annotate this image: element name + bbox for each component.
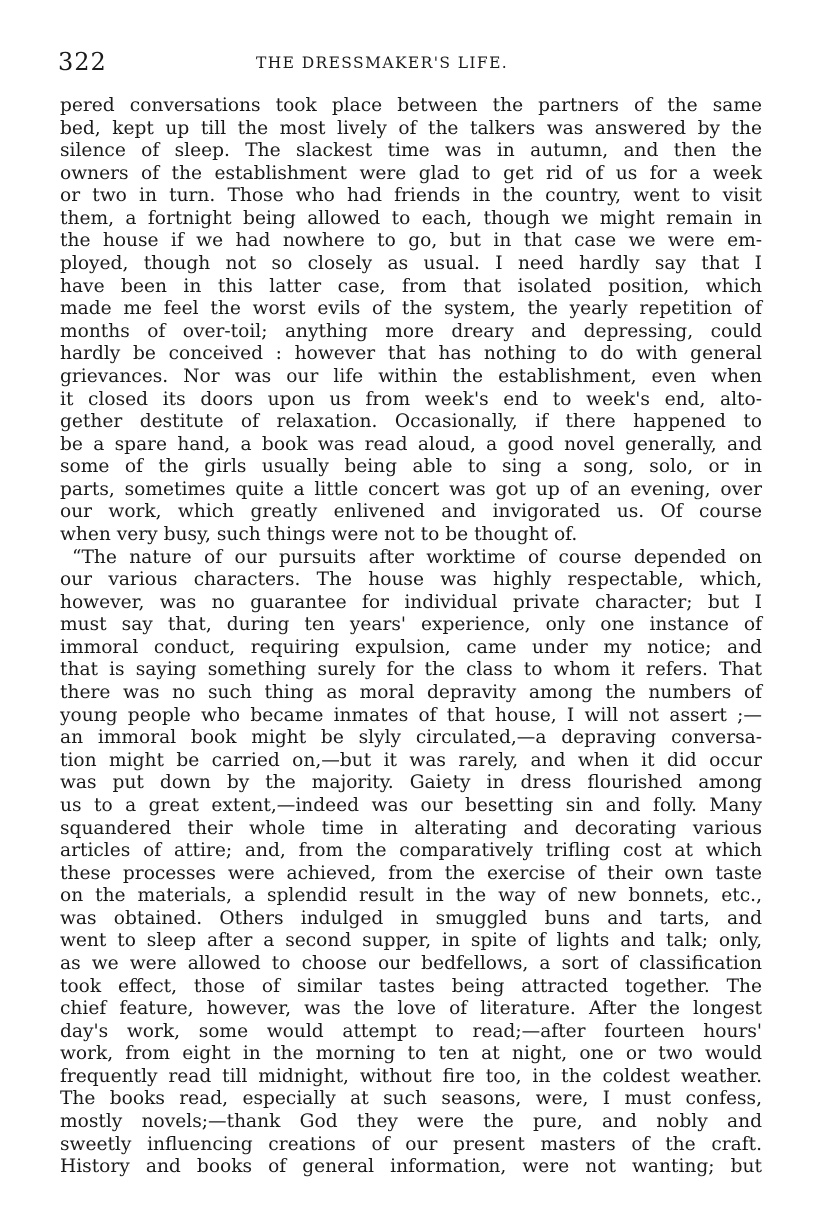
page-number: 322 xyxy=(58,48,107,76)
text-line: ployed, though not so closely as usual. I need hardly say that I xyxy=(60,253,762,275)
paragraph-end-line: when very busy, such things were not to be thought of. xyxy=(60,523,578,545)
text-line: mostly novels;—thank God they were the pure, and nobly and xyxy=(60,1111,762,1133)
text-line: History and books of general information, were not wanting; but xyxy=(60,1156,762,1178)
text-line: gether destitute of relaxation. Occasionally, if there happened to xyxy=(60,411,762,433)
text-line: bed, kept up till the most lively of the talkers was answered by the xyxy=(60,117,762,139)
text-line: took effect, those of similar tastes being attracted together. The xyxy=(60,975,762,997)
text-line: tion might be carried on,—but it was rarely, and when it did occur xyxy=(60,749,762,771)
text-line: day's work, some would attempt to read;—after fourteen hours' xyxy=(60,1020,762,1042)
text-line: articles of attire; and, from the comparatively trifling cost at which xyxy=(60,840,762,862)
text-line: an immoral book might be slyly circulated,—a depraving conversa- xyxy=(60,727,762,749)
text-line: months of over-toil; anything more dreary and depressing, could xyxy=(60,320,762,342)
text-line: our work, which greatly enlivened and invigorated us. Of course xyxy=(60,501,762,523)
text-line: as we were allowed to choose our bedfellows, a sort of classification xyxy=(60,952,762,974)
text-line: silence of sleep. The slackest time was in autumn, and then the xyxy=(60,140,762,162)
text-line: was put down by the majority. Gaiety in dress flourished among xyxy=(60,772,762,794)
text-line: however, was no guarantee for individual private character; but I xyxy=(60,591,762,613)
text-line: made me feel the worst evils of the system, the yearly repetition of xyxy=(60,298,762,320)
running-head: THE DRESSMAKER'S LIFE. xyxy=(256,54,509,72)
text-line: parts, sometimes quite a little concert was got up of an evening, over xyxy=(60,478,762,500)
text-line: work, from eight in the morning to ten at night, one or two would xyxy=(60,1043,762,1065)
page-header xyxy=(60,48,762,88)
text-line: grievances. Nor was our life within the establishment, even when xyxy=(60,365,762,387)
text-line: on the materials, a splendid result in the way of new bonnets, etc., xyxy=(60,885,762,907)
text-line: our various characters. The house was highly respectable, which, xyxy=(60,569,762,591)
text-line: frequently read till midnight, without fire too, in the coldest weather. xyxy=(60,1065,762,1087)
text-line: some of the girls usually being able to sing a song, solo, or in xyxy=(60,456,762,478)
text-line: or two in turn. Those who had friends in the country, went to visit xyxy=(60,185,762,207)
text-line: went to sleep after a second supper, in spite of lights and talk; only, xyxy=(60,930,762,952)
text-line: young people who became inmates of that house, I will not assert ;— xyxy=(60,704,762,726)
paragraph-start-line: “The nature of our pursuits after worktime of course depended on xyxy=(72,546,762,568)
text-line: us to a great extent,—indeed was our besetting sin and folly. Many xyxy=(60,794,762,816)
body-text xyxy=(60,95,762,1179)
text-line: squandered their whole time in alterating and decorating various xyxy=(60,817,762,839)
text-line: that is saying something surely for the class to whom it refers. That xyxy=(60,659,762,681)
text-line: it closed its doors upon us from week's end to week's end, alto- xyxy=(60,388,762,410)
text-line: hardly be conceived : however that has nothing to do with general xyxy=(60,343,762,365)
text-line: owners of the establishment were glad to get rid of us for a week xyxy=(60,162,762,184)
text-line: them, a fortnight being allowed to each, though we might remain in xyxy=(60,207,762,229)
text-line: sweetly influencing creations of our present masters of the craft. xyxy=(60,1133,762,1155)
text-line: these processes were achieved, from the exercise of their own taste xyxy=(60,862,762,884)
text-line: pered conversations took place between the partners of the same xyxy=(60,95,762,116)
text-line: have been in this latter case, from that isolated position, which xyxy=(60,275,762,297)
text-line: chief feature, however, was the love of literature. After the longest xyxy=(60,998,762,1020)
text-line: was obtained. Others indulged in smuggled buns and tarts, and xyxy=(60,907,762,929)
text-line: there was no such thing as moral depravity among the numbers of xyxy=(60,682,762,704)
book-page xyxy=(58,48,762,1178)
text-line: be a spare hand, a book was read aloud, a good novel generally, and xyxy=(60,433,762,455)
text-line: The books read, especially at such seasons, were, I must confess, xyxy=(60,1088,762,1110)
text-line: the house if we had nowhere to go, but in that case we were em- xyxy=(60,230,762,252)
text-line: must say that, during ten years' experience, only one instance of xyxy=(60,614,762,636)
text-line: immoral conduct, requiring expulsion, came under my notice; and xyxy=(60,636,762,658)
